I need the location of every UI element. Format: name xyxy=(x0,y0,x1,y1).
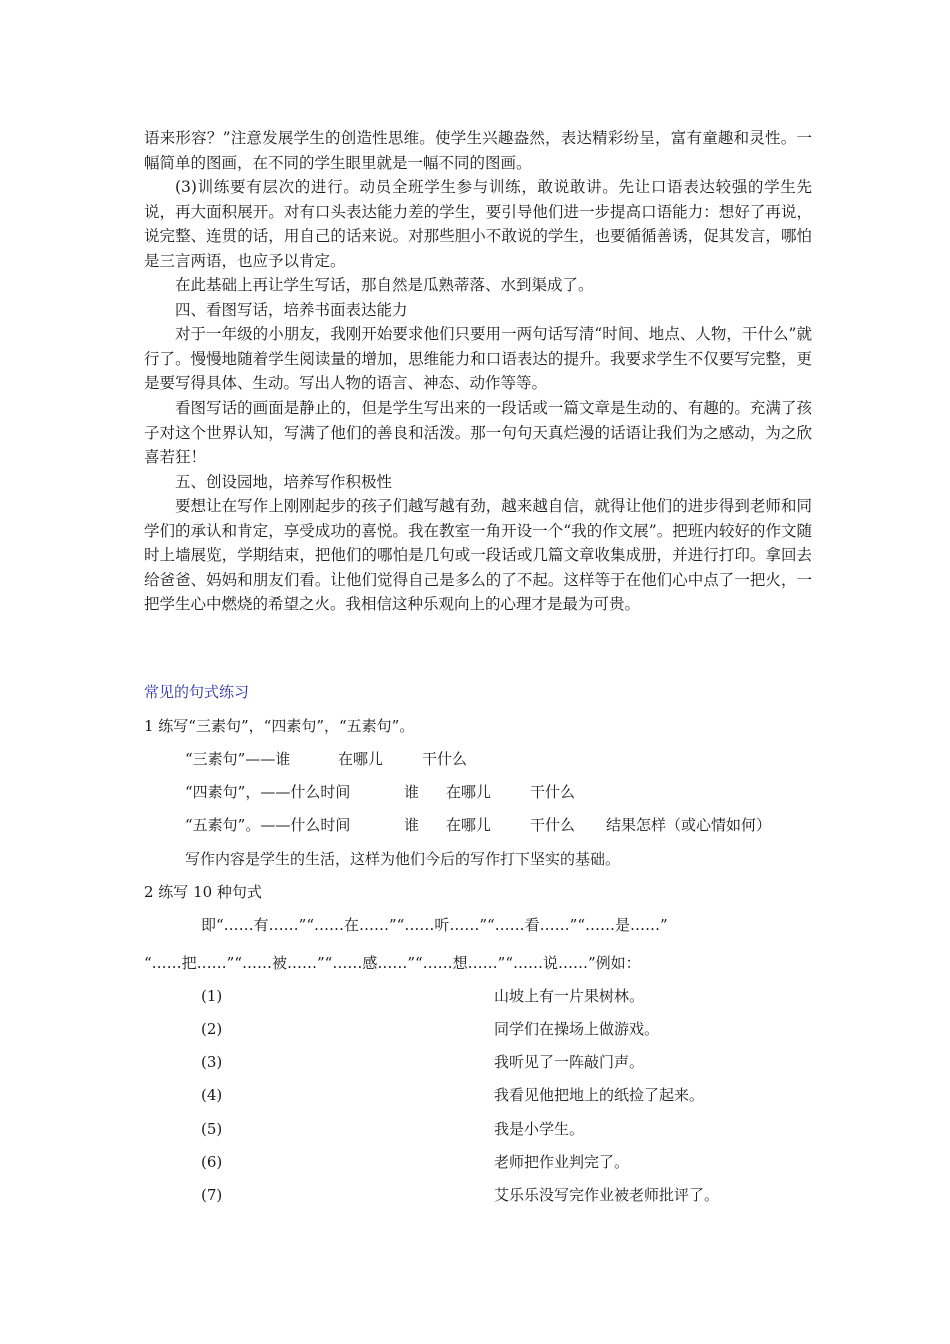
si-su-ju-label: “四素句”，——什么时间 xyxy=(185,783,351,801)
section-title: 常见的句式练习 xyxy=(144,683,250,701)
example-number: (2) xyxy=(201,1020,223,1038)
wu-su-ju-element: 在哪儿 xyxy=(446,816,492,834)
paragraph-continuation: 语来形容？”注意发展学生的创造性思维。使学生兴趣盎然，表达精彩纷呈，富有童趣和灵性。一幅简单的图画，在不同的学生眼里就是一幅不同的图画。 xyxy=(144,129,812,172)
san-su-ju-label: “三素句”——谁 xyxy=(185,750,291,768)
wu-su-ju-element: 谁 xyxy=(404,816,420,834)
example-number: (3) xyxy=(201,1053,223,1071)
wu-su-ju-label: “五素句”。——什么时间 xyxy=(185,816,351,834)
example-sentence: 我是小学生。 xyxy=(494,1120,585,1138)
item-2-heading: 2 练写 10 种句式 xyxy=(144,883,262,901)
si-su-ju-element: 谁 xyxy=(404,783,420,801)
example-number: (5) xyxy=(201,1120,223,1138)
wu-su-ju-element: 结果怎样（或心情如何） xyxy=(606,816,772,834)
paragraph-grade-one: 对于一年级的小朋友，我刚开始要求他们只要用一两句话写清“时间、地点、人物，干什么”就行了。慢慢地随着学生阅读量的增加，思维能力和口语表达的提升。我要求学生不仅要写完整，更是要写得具体、生动。写出人物的语言、神态、动作等等。 xyxy=(144,325,812,392)
example-sentence: 山坡上有一片果树林。 xyxy=(494,987,645,1005)
example-sentence: 我看见他把地上的纸捡了起来。 xyxy=(494,1086,705,1104)
section-heading-4: 四、看图写话，培养书面表达能力 xyxy=(175,301,408,319)
paragraph-then-write: 在此基础上再让学生写话，那自然是瓜熟蒂落、水到渠成了。 xyxy=(175,276,594,294)
example-number: (4) xyxy=(201,1086,223,1104)
sentence-forms-line-1: 即“……有……”“……在……”“……听……”“……看……”“……是……” xyxy=(201,916,668,934)
example-number: (7) xyxy=(201,1186,223,1204)
si-su-ju-element: 干什么 xyxy=(530,783,576,801)
example-number: (1) xyxy=(201,987,223,1005)
paragraph-picture-writing: 看图写话的画面是静止的，但是学生写出来的一段话或一篇文章是生动的、有趣的。充满了孩子对这个世界认知，写满了他们的善良和活泼。那一句句天真烂漫的话语让我们为之感动，为之欣喜若狂！ xyxy=(144,399,812,466)
example-number: (6) xyxy=(201,1153,223,1171)
paragraph-writing-garden: 要想让在写作上刚刚起步的孩子们越写越有劲，越来越自信，就得让他们的进步得到老师和同学们的承认和肯定，享受成功的喜悦。我在教室一角开设一个“我的作文展”。把班内较好的作文随时上墙展览，学期结束，把他们的哪怕是几句或一段话或几篇文章收集成册，并进行打印。拿回去给爸爸、妈妈和朋友们看。让他们觉得自己是多么的了不起。这样等于在他们心中点了一把火，一把学生心中燃烧的希望之火。我相信这种乐观向上的心理才是最为可贵。 xyxy=(144,497,812,613)
item-1-heading: 1 练写“三素句”，“四素句”，“五素句”。 xyxy=(144,717,415,735)
example-sentence: 同学们在操场上做游戏。 xyxy=(494,1020,660,1038)
san-su-ju-element: 干什么 xyxy=(422,750,468,768)
note-line: 写作内容是学生的生活，这样为他们今后的写作打下坚实的基础。 xyxy=(185,850,621,868)
sentence-forms-line-2: “……把……”“……被……”“……感……”“……想……”“……说……”例如： xyxy=(144,954,641,972)
example-sentence: 老师把作业判完了。 xyxy=(494,1153,630,1171)
paragraph-training-levels: (3)训练要有层次的进行。动员全班学生参与训练，敢说敢讲。先让口语表达较强的学生先说，再大面积展开。对有口头表达能力差的学生，要引导他们进一步提高口语能力：想好了再说，说完整、连贯的话，用自己的话来说。对那些胆小不敢说的学生，也要循循善诱，促其发言，哪怕是三言两语，也应予以肯定。 xyxy=(144,178,812,270)
example-sentence: 我听见了一阵敲门声。 xyxy=(494,1053,645,1071)
san-su-ju-element: 在哪儿 xyxy=(338,750,384,768)
wu-su-ju-element: 干什么 xyxy=(530,816,576,834)
section-heading-5: 五、创设园地，培养写作积极性 xyxy=(175,473,393,491)
si-su-ju-element: 在哪儿 xyxy=(446,783,492,801)
example-sentence: 艾乐乐没写完作业被老师批评了。 xyxy=(494,1186,720,1204)
